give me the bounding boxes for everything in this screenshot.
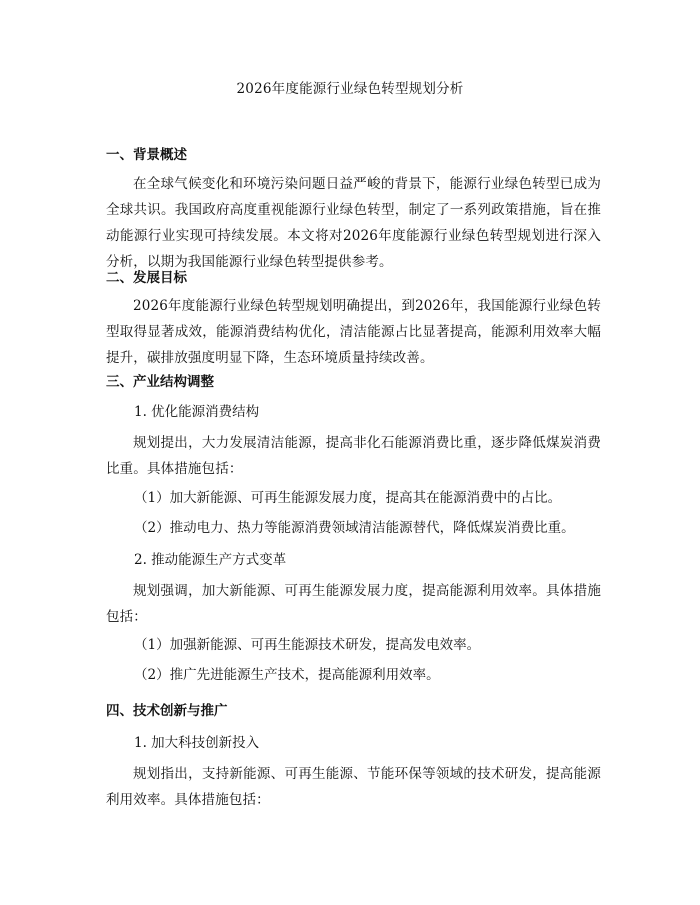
section-heading-innovation: 四、技术创新与推广 <box>106 703 228 719</box>
subsection-paragraph-rnd-investment: 规划指出，支持新能源、可再生能源、节能环保等领域的技术研发，提高能源利用效率。具体措施包括： <box>106 766 601 808</box>
section-paragraph-goals: 2026年度能源行业绿色转型规划明确提出，到2026年，我国能源行业绿色转型取得显著成效，能源消费结构优化，清洁能源占比显著提高，能源利用效率大幅提升，碳排放强度明显下降，生态环境质量持续改善。 <box>106 298 601 366</box>
subsection-title-rnd-investment: 1. 加大科技创新投入 <box>134 735 260 751</box>
list-item: （2）推动电力、热力等能源消费领域清洁能源替代，降低煤炭消费比重。 <box>134 520 575 536</box>
section-paragraph-background: 在全球气候变化和环境污染问题日益严峻的背景下，能源行业绿色转型已成为全球共识。我国政府高度重视能源行业绿色转型，制定了一系列政策措施，旨在推动能源行业实现可持续发展。本文将对2026年度能源行业绿色转型规划进行深入分析，以期为我国能源行业绿色转型提供参考。 <box>106 176 601 270</box>
document-title: 2026年度能源行业绿色转型规划分析 <box>236 81 464 97</box>
list-item: （1）加强新能源、可再生能源技术研发，提高发电效率。 <box>134 637 481 653</box>
section-heading-background: 一、背景概述 <box>106 147 187 163</box>
subsection-paragraph-production: 规划强调，加大新能源、可再生能源发展力度，提高能源利用效率。具体措施包括： <box>106 583 601 625</box>
subsection-title-consumption: 1. 优化能源消费结构 <box>134 404 260 420</box>
section-heading-industry-structure: 三、产业结构调整 <box>106 374 214 390</box>
list-item: （2）推广先进能源生产技术，提高能源利用效率。 <box>134 667 440 683</box>
subsection-title-production: 2. 推动能源生产方式变革 <box>134 552 287 568</box>
list-item: （1）加大新能源、可再生能源发展力度，提高其在能源消费中的占比。 <box>134 490 562 506</box>
subsection-paragraph-consumption: 规划提出，大力发展清洁能源，提高非化石能源消费比重，逐步降低煤炭消费比重。具体措施包括： <box>106 435 601 477</box>
section-heading-goals: 二、发展目标 <box>106 270 187 286</box>
